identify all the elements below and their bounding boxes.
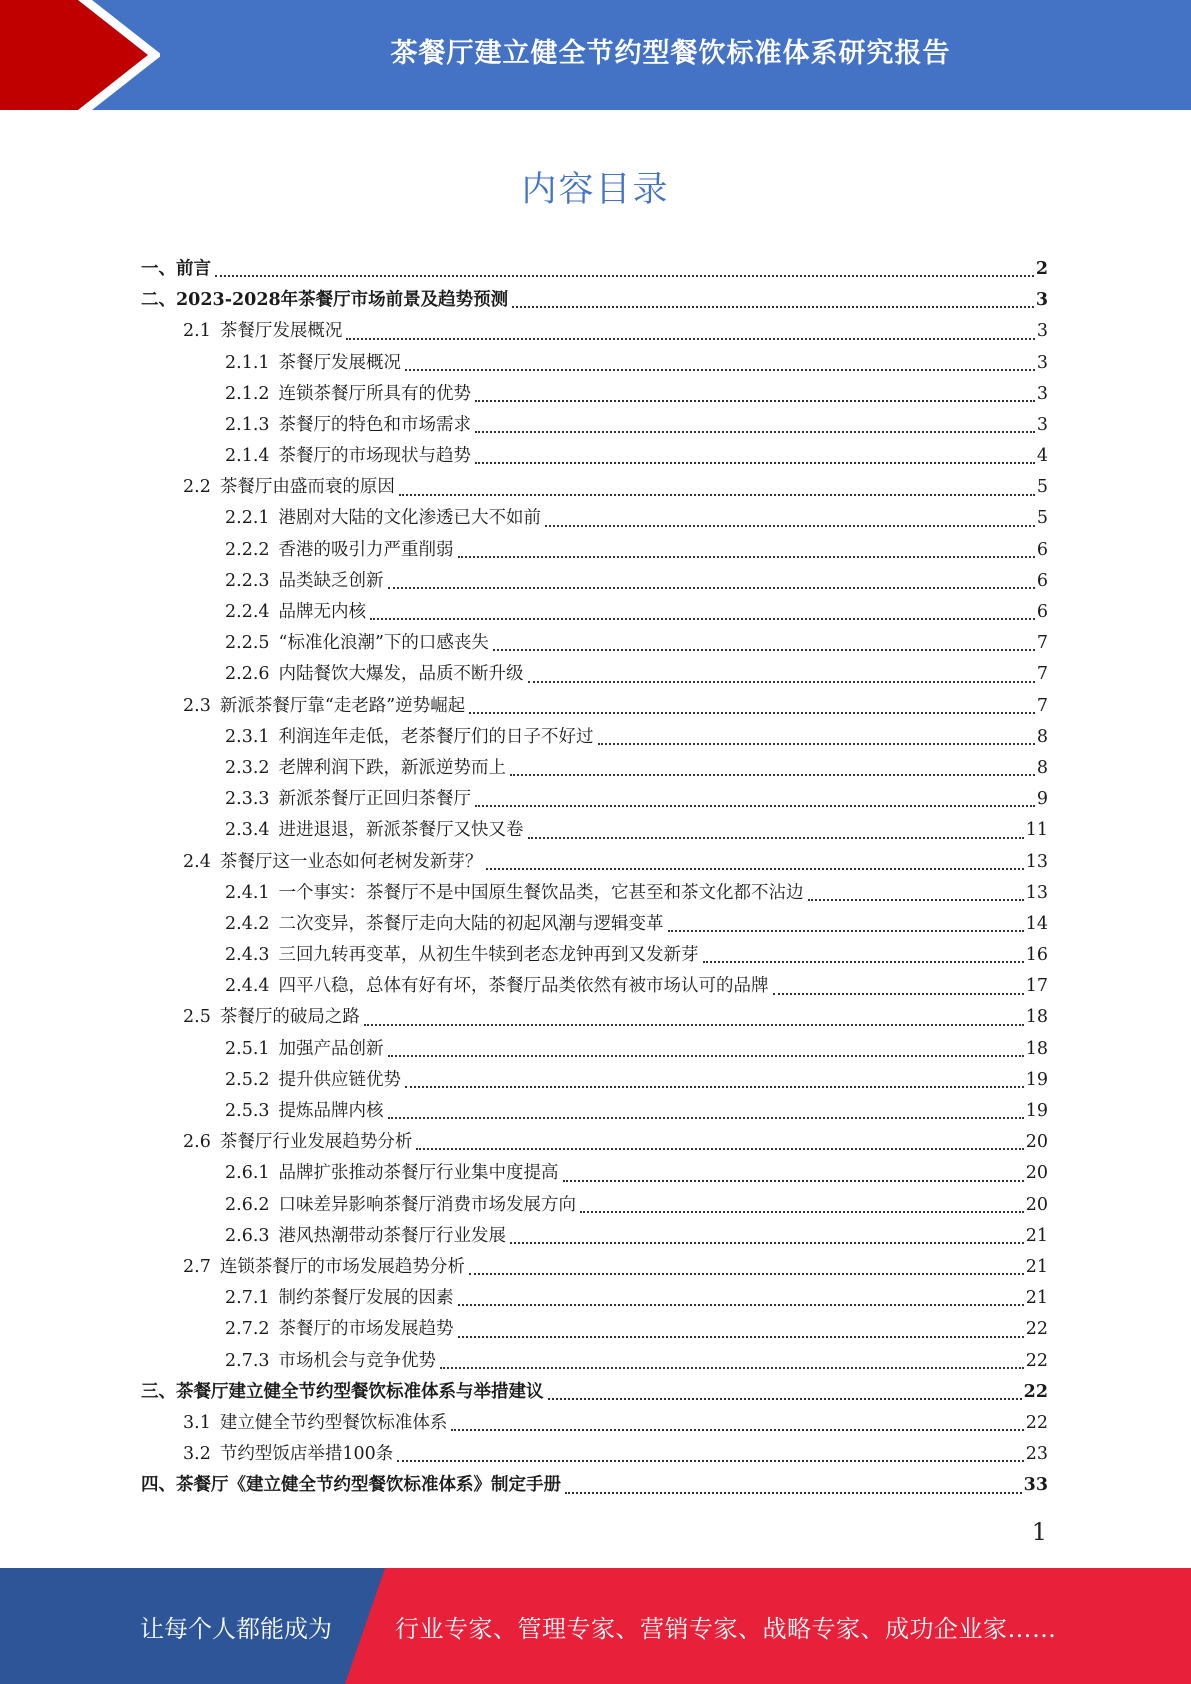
toc-entry[interactable]: [141, 691, 1048, 722]
toc-entry-title: 市场机会与竞争优势: [278, 1350, 437, 1371]
toc-entry-number: 2.1.1: [225, 352, 270, 373]
toc-entry-page: 20: [1025, 1132, 1048, 1153]
toc-entry-number: 2.1.4: [225, 446, 270, 467]
toc-entry-number: 2.5.1: [225, 1038, 270, 1059]
toc-entry-number: 2.5.3: [225, 1101, 270, 1122]
toc-entry-title: 利润连年走低，老茶餐厅们的日子不好过: [278, 726, 594, 747]
toc-dot-leader: [469, 1272, 1024, 1275]
toc-entry-title: 提升供应链优势: [278, 1069, 402, 1090]
toc-entry[interactable]: [141, 535, 1048, 566]
toc-entry-title: 港风热潮带动茶餐厅行业发展: [278, 1225, 507, 1246]
header-banner: [0, 0, 1191, 110]
toc-entry-number: 2.3.4: [225, 820, 270, 841]
toc-entry[interactable]: [141, 566, 1048, 597]
toc-entry-title: 新派茶餐厅靠“走老路”逆势崛起: [219, 695, 466, 716]
toc-entry-title: 制约茶餐厅发展的因素: [278, 1288, 454, 1309]
toc-entry-title: 茶餐厅这一业态如何老树发新芽？: [219, 851, 483, 872]
toc-entry[interactable]: [141, 1127, 1048, 1158]
toc-entry-number: 2.7: [183, 1256, 211, 1277]
toc-entry-title: 内陆餐饮大爆发，品质不断升级: [278, 664, 524, 685]
toc-entry-number: 2.4.3: [225, 945, 270, 966]
header-red-arrow: [0, 0, 148, 110]
toc-entry[interactable]: [141, 348, 1048, 379]
toc-entry[interactable]: [141, 1377, 1048, 1408]
toc-dot-leader: [458, 1303, 1024, 1306]
toc-entry-title: 建立健全节约型餐饮标准体系: [219, 1412, 448, 1433]
toc-entry-title: 品类缺乏创新: [278, 570, 384, 591]
toc-entry[interactable]: [141, 1221, 1048, 1252]
toc-entry-number: 2.4.1: [225, 882, 270, 903]
toc-dot-leader: [545, 524, 1035, 527]
toc-entry-page: 16: [1025, 945, 1048, 966]
toc-dot-leader: [528, 836, 1024, 839]
toc-entry-page: 23: [1025, 1444, 1048, 1465]
toc-dot-leader: [528, 680, 1035, 683]
toc-entry-title: 香港的吸引力严重削弱: [278, 539, 454, 560]
toc-entry[interactable]: [141, 1065, 1048, 1096]
toc-entry-number: 2.5.2: [225, 1069, 270, 1090]
toc-entry-number: 2.6: [183, 1132, 211, 1153]
toc-entry-number: 2.2.5: [225, 633, 270, 654]
toc-entry-number: 2.2.4: [225, 602, 270, 623]
toc-entry-title: 茶餐厅的市场发展趋势: [278, 1319, 454, 1340]
toc-dot-leader: [548, 1397, 1022, 1400]
toc-dot-leader: [388, 586, 1035, 589]
toc-entry-number: 2.2.2: [225, 539, 270, 560]
toc-dot-leader: [469, 711, 1035, 714]
toc-entry-page: 20: [1025, 1194, 1048, 1215]
toc-entry-number: 2.4.4: [225, 976, 270, 997]
table-of-contents: [141, 254, 1048, 1502]
toc-entry[interactable]: [141, 597, 1048, 628]
toc-entry-page: 3: [1036, 352, 1048, 373]
toc-entry-title: 品牌扩张推动茶餐厅行业集中度提高: [278, 1163, 559, 1184]
toc-dot-leader: [563, 1179, 1024, 1182]
toc-entry-number: 2.3.2: [225, 757, 270, 778]
toc-dot-leader: [475, 461, 1035, 464]
toc-entry[interactable]: [141, 1346, 1048, 1377]
toc-dot-leader: [388, 1116, 1024, 1119]
toc-entry[interactable]: [141, 441, 1048, 472]
toc-entry-title: 茶餐厅行业发展趋势分析: [219, 1132, 413, 1153]
toc-entry-page: 17: [1025, 976, 1048, 997]
toc-entry-title: 品牌无内核: [278, 602, 367, 623]
toc-entry-page: 3: [1035, 290, 1048, 311]
toc-entry[interactable]: [141, 940, 1048, 971]
toc-dot-leader: [388, 1054, 1024, 1057]
toc-entry-page: 6: [1036, 570, 1048, 591]
toc-dot-leader: [399, 493, 1035, 496]
toc-entry-page: 13: [1025, 851, 1048, 872]
toc-dot-leader: [405, 368, 1035, 371]
toc-entry-number: 2.1.3: [225, 414, 270, 435]
toc-entry-title: 二、2023-2028年茶餐厅市场前景及趋势预测: [141, 290, 509, 311]
toc-entry[interactable]: [141, 285, 1048, 316]
toc-dot-leader: [580, 1210, 1024, 1213]
toc-entry[interactable]: [141, 254, 1048, 285]
toc-dot-leader: [397, 1459, 1023, 1462]
toc-entry-number: 2.1: [183, 321, 211, 342]
toc-entry-title: 茶餐厅的破局之路: [219, 1007, 360, 1028]
toc-entry[interactable]: [141, 1158, 1048, 1189]
toc-entry[interactable]: [141, 1003, 1048, 1034]
toc-entry-title: 四平八稳，总体有好有坏，茶餐厅品类依然有被市场认可的品牌: [278, 976, 769, 997]
toc-entry-page: 3: [1036, 321, 1048, 342]
toc-entry-title: 三回九转再变革，从初生牛犊到老态龙钟再到又发新芽: [278, 945, 699, 966]
toc-entry-page: 22: [1025, 1350, 1048, 1371]
toc-entry-page: 8: [1036, 757, 1048, 778]
toc-dot-leader: [451, 1428, 1023, 1431]
toc-entry-title: 新派茶餐厅正回归茶餐厅: [278, 789, 472, 810]
toc-entry-number: 2.3.3: [225, 789, 270, 810]
toc-dot-leader: [416, 1147, 1023, 1150]
toc-entry-number: 2.6.3: [225, 1225, 270, 1246]
toc-entry[interactable]: [141, 815, 1048, 846]
toc-dot-leader: [405, 1085, 1024, 1088]
toc-entry-number: 2.1.2: [225, 383, 270, 404]
toc-entry-page: 6: [1036, 602, 1048, 623]
toc-entry-page: 21: [1025, 1225, 1048, 1246]
toc-entry-page: 19: [1025, 1101, 1048, 1122]
toc-entry-title: 茶餐厅发展概况: [219, 321, 343, 342]
toc-entry-title: 一、前言: [141, 258, 211, 279]
toc-entry-title: 加强产品创新: [278, 1038, 384, 1059]
toc-dot-leader: [598, 742, 1035, 745]
toc-entry-page: 21: [1025, 1256, 1048, 1277]
toc-entry-page: 22: [1023, 1381, 1048, 1402]
toc-entry-page: 8: [1036, 726, 1048, 747]
toc-dot-leader: [215, 274, 1034, 277]
toc-entry-title: 连锁茶餐厅所具有的优势: [278, 383, 472, 404]
toc-entry-page: 14: [1025, 913, 1048, 934]
toc-entry-title: 港剧对大陆的文化渗透已大不如前: [278, 508, 542, 529]
footer-slogan-right: 行业专家、管理专家、营销专家、战略专家、成功企业家……: [395, 1614, 1057, 1643]
toc-entry-page: 3: [1036, 414, 1048, 435]
toc-dot-leader: [458, 1335, 1024, 1338]
toc-dot-leader: [510, 773, 1035, 776]
toc-dot-leader: [458, 555, 1035, 558]
toc-dot-leader: [486, 867, 1023, 870]
toc-entry[interactable]: [141, 847, 1048, 878]
toc-entry-title: 口味差异影响茶餐厅消费市场发展方向: [278, 1194, 577, 1215]
toc-entry[interactable]: [141, 1439, 1048, 1470]
toc-entry[interactable]: [141, 784, 1048, 815]
toc-entry[interactable]: [141, 1252, 1048, 1283]
header-arrow-decoration: [0, 0, 160, 110]
toc-entry-page: 7: [1036, 695, 1048, 716]
toc-entry-title: 一个事实：茶餐厅不是中国原生餐饮品类，它甚至和茶文化都不沾边: [278, 882, 804, 903]
toc-entry-page: 11: [1025, 820, 1048, 841]
toc-entry-page: 5: [1036, 477, 1048, 498]
toc-entry-title: “标准化浪潮”下的口感丧失: [278, 633, 489, 654]
toc-entry-page: 18: [1025, 1007, 1048, 1028]
toc-entry-number: 2.2.3: [225, 570, 270, 591]
toc-entry[interactable]: [141, 316, 1048, 347]
toc-entry-number: 2.6.1: [225, 1163, 270, 1184]
toc-entry-number: 2.7.3: [225, 1350, 270, 1371]
toc-entry-title: 四、茶餐厅《建立健全节约型餐饮标准体系》制定手册: [141, 1475, 561, 1496]
toc-entry-page: 7: [1036, 664, 1048, 685]
toc-entry[interactable]: [141, 1408, 1048, 1439]
toc-dot-leader: [370, 617, 1035, 620]
toc-entry-number: 2.5: [183, 1007, 211, 1028]
toc-entry-number: 2.2.1: [225, 508, 270, 529]
toc-entry-title: 茶餐厅由盛而衰的原因: [219, 477, 395, 498]
toc-dot-leader: [364, 1023, 1024, 1026]
toc-entry-title: 三、茶餐厅建立健全节约型餐饮标准体系与举措建议: [141, 1381, 544, 1402]
toc-entry[interactable]: [141, 659, 1048, 690]
toc-entry-title: 提炼品牌内核: [278, 1101, 384, 1122]
footer-slogan-left: 让每个人都能成为: [140, 1614, 332, 1643]
toc-entry[interactable]: [141, 628, 1048, 659]
toc-entry[interactable]: [141, 410, 1048, 441]
toc-entry[interactable]: [141, 1034, 1048, 1065]
toc-entry-page: 7: [1036, 633, 1048, 654]
toc-entry-title: 节约型饭店举措100条: [219, 1444, 394, 1465]
toc-entry-number: 2.2: [183, 477, 211, 498]
toc-entry-page: 4: [1036, 446, 1048, 467]
toc-entry-page: 6: [1036, 539, 1048, 560]
toc-entry-title: 茶餐厅的特色和市场需求: [278, 414, 472, 435]
document-title: 茶餐厅建立健全节约型餐饮标准体系研究报告: [390, 37, 951, 69]
toc-entry-page: 22: [1025, 1412, 1048, 1433]
toc-entry-title: 进进退退，新派茶餐厅又快又卷: [278, 820, 524, 841]
toc-entry-number: 2.4: [183, 851, 211, 872]
toc-dot-leader: [808, 898, 1024, 901]
toc-entry-page: 13: [1025, 882, 1048, 903]
toc-entry[interactable]: [141, 1314, 1048, 1345]
toc-dot-leader: [512, 305, 1034, 308]
toc-entry[interactable]: [141, 722, 1048, 753]
toc-entry-number: 2.2.6: [225, 664, 270, 685]
toc-dot-leader: [440, 1366, 1024, 1369]
toc-dot-leader: [565, 1491, 1022, 1494]
toc-entry-number: 2.7.2: [225, 1319, 270, 1340]
toc-entry-page: 33: [1023, 1475, 1048, 1496]
toc-dot-leader: [475, 804, 1035, 807]
toc-entry-page: 3: [1036, 383, 1048, 404]
toc-entry-page: 22: [1025, 1319, 1048, 1340]
toc-entry[interactable]: [141, 1096, 1048, 1127]
toc-entry[interactable]: [141, 878, 1048, 909]
toc-entry-number: 2.4.2: [225, 913, 270, 934]
toc-entry-page: 21: [1025, 1288, 1048, 1309]
toc-entry[interactable]: [141, 472, 1048, 503]
toc-entry-title: 茶餐厅发展概况: [278, 352, 402, 373]
toc-entry-title: 连锁茶餐厅的市场发展趋势分析: [219, 1256, 465, 1277]
toc-entry-page: 18: [1025, 1038, 1048, 1059]
toc-dot-leader: [668, 929, 1024, 932]
page-number: 1: [1031, 1518, 1047, 1546]
toc-entry-number: 2.6.2: [225, 1194, 270, 1215]
toc-dot-leader: [346, 337, 1035, 340]
toc-dot-leader: [510, 1241, 1024, 1244]
toc-entry-page: 19: [1025, 1069, 1048, 1090]
toc-dot-leader: [773, 992, 1024, 995]
toc-entry[interactable]: [141, 379, 1048, 410]
toc-entry-page: 20: [1025, 1163, 1048, 1184]
toc-entry-number: 3.2: [183, 1444, 211, 1465]
toc-entry-page: 9: [1036, 789, 1048, 810]
toc-entry[interactable]: [141, 504, 1048, 535]
toc-dot-leader: [703, 960, 1024, 963]
toc-entry[interactable]: [141, 909, 1048, 940]
toc-entry-title: 老牌利润下跌，新派逆势而上: [278, 757, 507, 778]
toc-entry-title: 二次变异，茶餐厅走向大陆的初起风潮与逻辑变革: [278, 913, 664, 934]
toc-entry-page: 5: [1036, 508, 1048, 529]
toc-entry-title: 茶餐厅的市场现状与趋势: [278, 446, 472, 467]
toc-entry-number: 2.7.1: [225, 1288, 270, 1309]
toc-entry[interactable]: [141, 971, 1048, 1002]
toc-entry-number: 2.3.1: [225, 726, 270, 747]
toc-dot-leader: [475, 430, 1035, 433]
footer-banner: [0, 1568, 1191, 1684]
toc-entry[interactable]: [141, 1283, 1048, 1314]
toc-entry-page: 2: [1035, 258, 1048, 279]
toc-entry[interactable]: [141, 1190, 1048, 1221]
toc-heading: 内容目录: [521, 170, 670, 210]
toc-entry-number: 3.1: [183, 1412, 211, 1433]
toc-dot-leader: [475, 399, 1035, 402]
toc-entry[interactable]: [141, 1470, 1048, 1501]
toc-dot-leader: [493, 648, 1035, 651]
toc-entry-number: 2.3: [183, 695, 211, 716]
toc-entry[interactable]: [141, 753, 1048, 784]
